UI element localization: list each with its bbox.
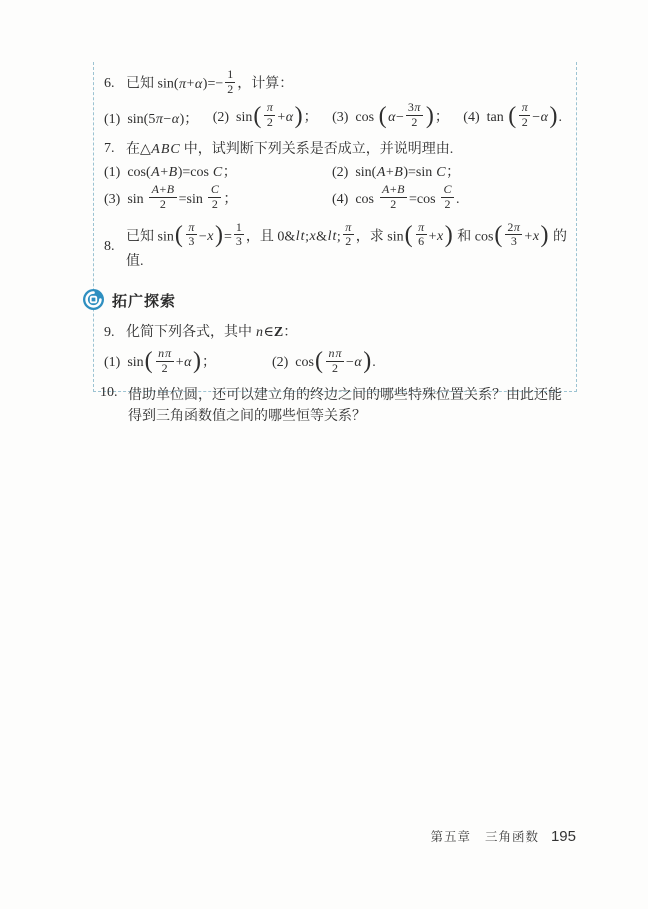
problem-6-item-3 (332, 100, 449, 132)
page-number: 195 (550, 828, 576, 845)
problem-6-item-1 (104, 108, 198, 128)
problem-6-item-2 (212, 100, 318, 132)
problem-number: 7. (104, 141, 115, 157)
item-label: (3) (104, 191, 121, 207)
page-footer (430, 827, 576, 845)
problem-7-items-row-2 (104, 182, 568, 218)
problem-7 (104, 139, 568, 218)
math-expression: sin( $\frac{\pi}{2}$ +α)； (236, 100, 318, 130)
problem-7-item-1 (104, 161, 332, 181)
item-label: (1) (104, 164, 121, 180)
problem-10-statement: 借助单位圆，还可以建立角的终边之间的哪些特殊位置关系？由此还能得到三角函数值之间的哪些恒等关系？ (128, 388, 562, 425)
item-label: (3) (332, 109, 349, 125)
problem-7-item-3 (104, 182, 332, 214)
math-expression: cos $\frac{A+B}{2}$ =cos $\frac{C}{2}$ . (355, 182, 460, 212)
math-expression: sin( $\frac{n\pi}{2}$ +α)； (127, 345, 216, 375)
item-label: (4) (332, 191, 349, 207)
problem-9 (104, 322, 568, 381)
problem-9-item-1 (104, 345, 216, 378)
problem-number: 9. (104, 324, 115, 340)
item-label: (2) (332, 164, 349, 180)
problem-7-statement: 在△ABC 中，试判断下列关系是否成立，并说明理由. (126, 141, 454, 157)
exercise-area (93, 62, 577, 425)
problem-7-item-2 (332, 161, 568, 181)
math-expression: sin(A+B)=sin C； (355, 164, 461, 180)
problem-6 (104, 67, 568, 135)
problem-9-head (104, 322, 568, 343)
chapter-label: 第五章 (430, 830, 471, 844)
item-label: (1) (104, 355, 121, 371)
problem-6-item-4 (463, 100, 562, 132)
problem-9-statement: 化简下列各式，其中 n∈Z： (126, 325, 298, 341)
item-label: (1) (104, 111, 121, 127)
problem-number: 10. (100, 385, 118, 401)
problem-number: 8. (104, 239, 115, 255)
math-expression: tan ( $\frac{\pi}{2}$ −α). (486, 100, 562, 130)
item-label: (4) (463, 109, 480, 125)
problem-9-item-2 (271, 345, 376, 378)
item-label: (2) (271, 355, 289, 371)
problem-7-head (104, 139, 568, 160)
item-label: (2) (212, 109, 230, 125)
math-expression: sin(5π−α)； (127, 111, 199, 127)
section-label: 三角函数 (484, 830, 539, 844)
problem-number: 6. (104, 76, 115, 92)
math-expression: cos( $\frac{n\pi}{2}$ −α). (295, 345, 376, 375)
problem-8-statement: 已知 sin( $\frac{\pi}{3}$ −x)= $\frac{1}{3}$ ，且 0&lt;x&lt; $\frac{\pi}{2}$ ，求 sin( $\frac{\pi}{6}$ +x) 和 cos( $\frac{2\pi}{3}$ +x) 的值. (126, 219, 568, 270)
problem-7-items-row-1 (104, 161, 568, 181)
problem-8 (104, 219, 568, 273)
problem-6-items (104, 101, 568, 135)
problem-6-head (104, 67, 568, 99)
section-header (104, 288, 568, 312)
explore-spiral-icon (82, 288, 105, 311)
math-expression: cos ( α− $\frac{3\pi}{2}$ )； (355, 100, 449, 130)
problem-7-item-4 (332, 182, 568, 214)
section-title: 拓广探索 (112, 292, 177, 310)
math-expression: sin $\frac{A+B}{2}$ =sin $\frac{C}{2}$ ； (127, 182, 238, 212)
problem-10 (100, 385, 568, 427)
problem-6-statement: 已知 sin(π+α)=− $\frac{1}{2}$ ，计算： (126, 67, 294, 96)
problem-9-items (104, 345, 568, 381)
math-expression: cos(A+B)=cos C； (127, 164, 237, 180)
